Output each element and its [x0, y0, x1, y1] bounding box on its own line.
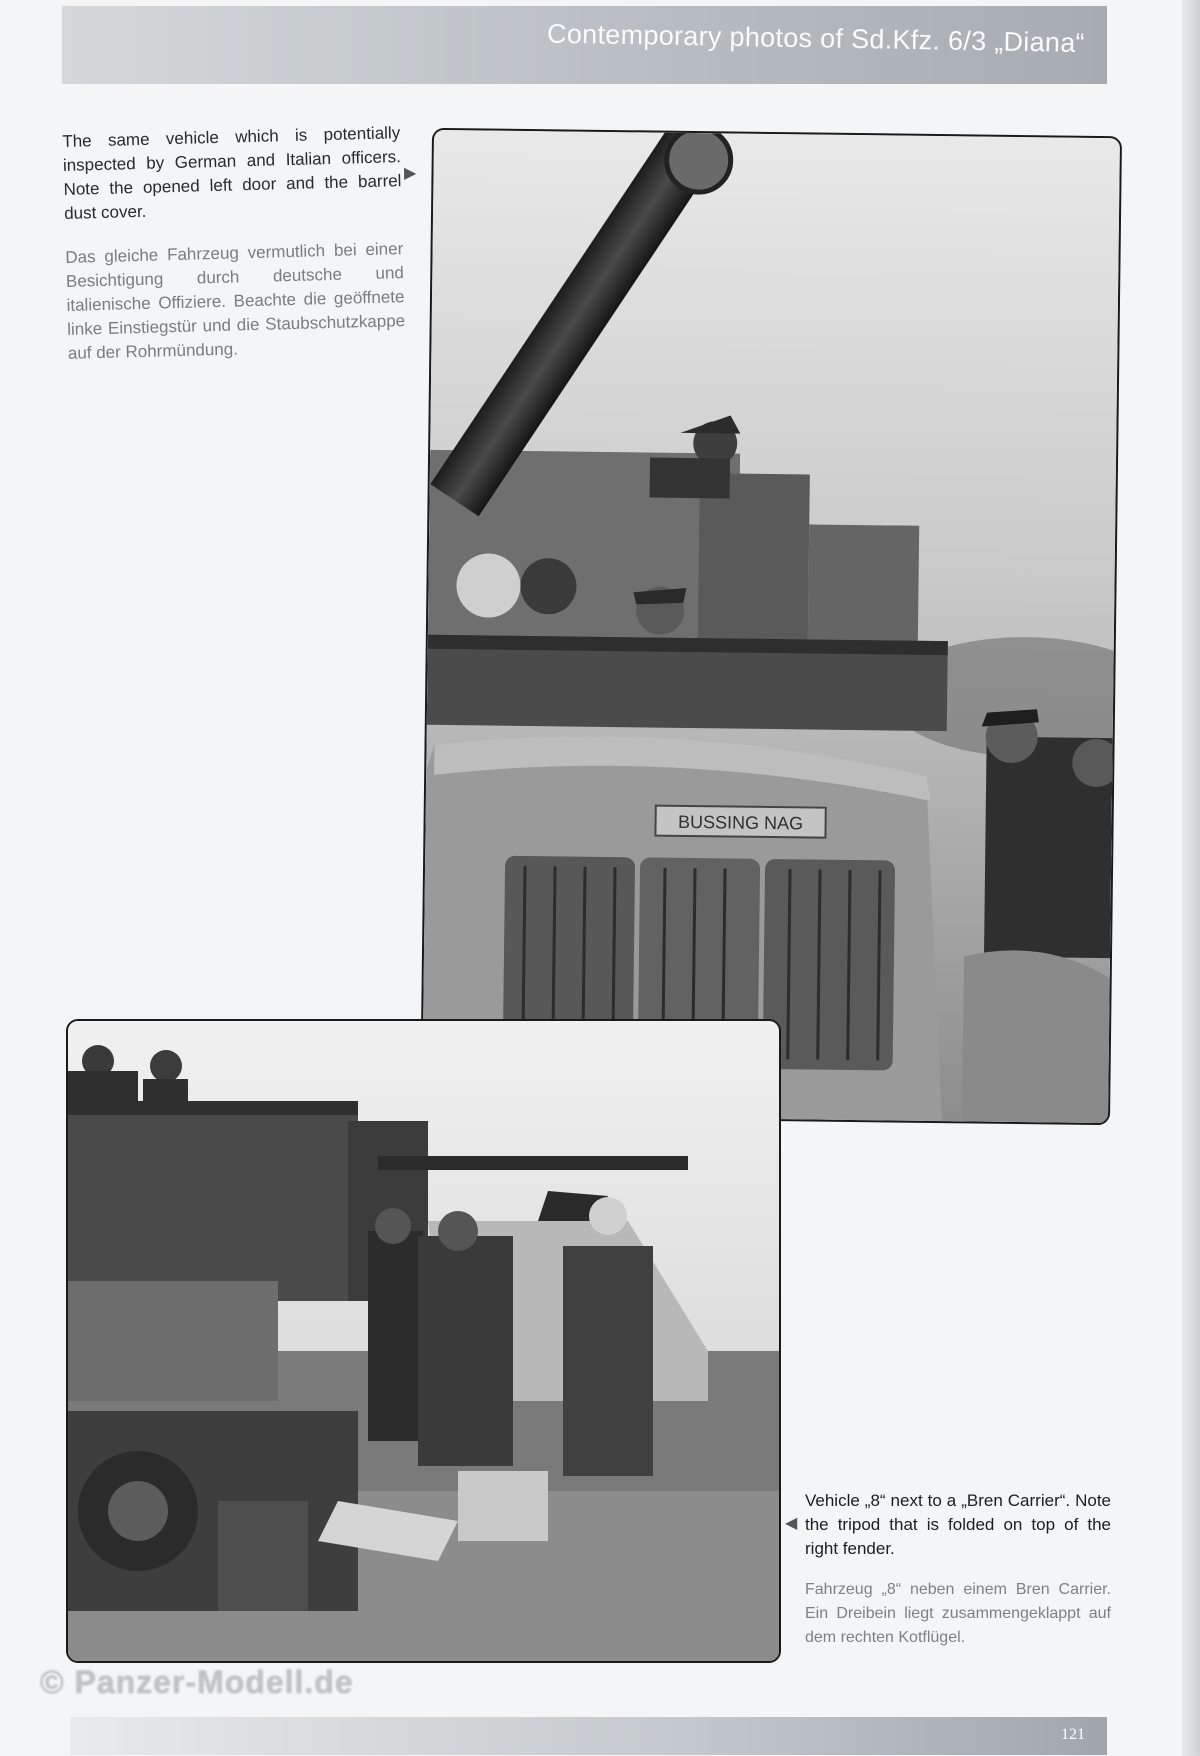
caption-bottom-english: Vehicle „8“ next to a „Bren Carrier“. Note the tripod that is folded on top of the right fender.: [805, 1491, 1111, 1558]
footer-bar: [70, 1717, 1107, 1755]
header-bar: [62, 6, 1107, 84]
photo-top-image: [422, 130, 1120, 1123]
caption-bottom-pointer-icon: ◀: [785, 1515, 798, 1532]
page-edge: [1182, 0, 1200, 1756]
photo-bottom: [66, 1019, 781, 1663]
caption-top-german: Das gleiche Fahrzeug vermutlich bei einer Besichtigung durch deutsche und italienische Offiziere. Beachte die geöffnete linke Einstiegstür und die Staubschutzkappe auf der Rohrmündung.: [65, 239, 406, 363]
photo-bottom-image: [68, 1021, 779, 1661]
caption-top-english: The same vehicle which is potentially inspected by German and Italian officers. Note the opened left door and the barrel dust cover.: [62, 123, 402, 223]
caption-bottom: [805, 1489, 1111, 1650]
watermark: © Panzer-Modell.de: [40, 1664, 354, 1700]
caption-top: [62, 121, 406, 366]
page-number: 121: [1061, 1726, 1085, 1743]
photo-top-plate: BUSSING NAG: [677, 811, 804, 834]
photo-top: [420, 128, 1122, 1125]
caption-top-pointer-icon: ▶: [404, 165, 417, 182]
caption-bottom-german: Fahrzeug „8“ neben einem Bren Carrier. Ein Dreibein liegt zusammengeklappt auf dem rechten Kotflügel.: [805, 1581, 1111, 1646]
page-title: Contemporary photos of Sd.Kfz. 6/3 „Diana“: [546, 18, 1086, 58]
